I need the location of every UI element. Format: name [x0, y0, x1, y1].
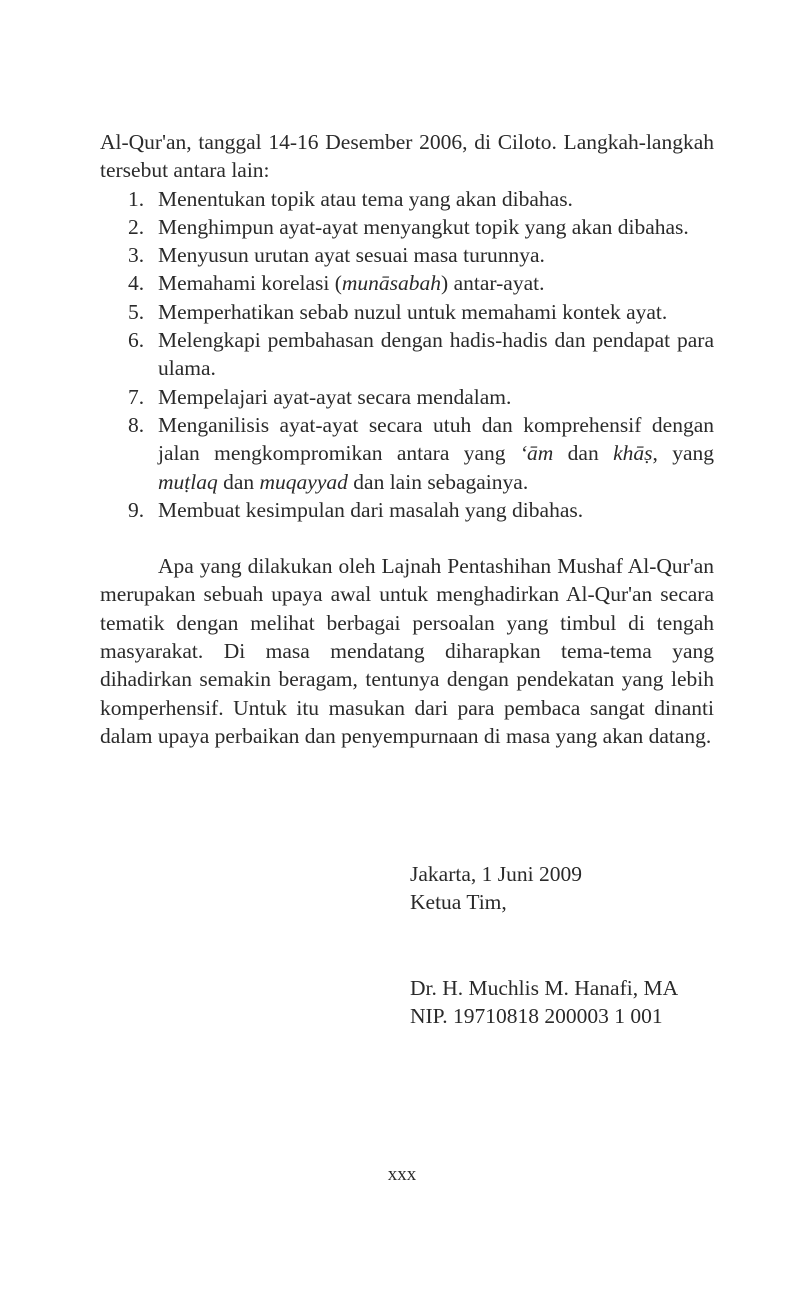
list-item-text — [158, 496, 714, 524]
list-item-text — [158, 185, 714, 213]
signature-role: Ketua Tim, — [410, 890, 507, 915]
text-run: Menentukan topik atau tema yang akan dibahas. — [158, 186, 573, 211]
arabic-term: ‘ām — [519, 441, 554, 466]
text-run: Menghimpun ayat-ayat menyangkut topik yang akan dibahas. — [158, 214, 689, 239]
list-item-text — [158, 411, 714, 496]
list-item — [100, 269, 714, 297]
text-run: dan — [217, 469, 260, 494]
list-item-text — [158, 383, 714, 411]
list-item-text — [158, 298, 714, 326]
text-run: , yang — [652, 441, 715, 466]
arabic-term: muqayyad — [259, 469, 348, 494]
signature-space — [410, 917, 678, 974]
list-item-number: 9. — [128, 497, 145, 522]
list-item-number: 4. — [128, 271, 145, 296]
list-item — [100, 326, 714, 383]
list-item — [100, 383, 714, 411]
arabic-term: muṭlaq — [158, 469, 218, 494]
list-item-number: 6. — [128, 328, 145, 353]
list-item-number: 5. — [128, 299, 145, 324]
list-item-number: 2. — [128, 214, 145, 239]
list-item-text — [158, 269, 714, 297]
arabic-term: munāsabah — [341, 271, 442, 296]
list-item-number: 7. — [128, 384, 145, 409]
signature-place-date: Jakarta, 1 Juni 2009 — [410, 862, 582, 886]
list-item-number: 3. — [128, 243, 145, 268]
text-run: dan lain sebagainya. — [347, 469, 529, 494]
list-item-number: 1. — [128, 186, 145, 211]
page-number: xxx — [387, 1164, 417, 1185]
list-item — [100, 411, 714, 496]
closing-paragraph: Apa yang dilakukan oleh Lajnah Pentashihan Mushaf Al-Qur'an merupakan sebuah upaya awal untuk menghadirkan Al-Qur'an secara tematik dengan melihat berbagai persoalan yang timbul di tengah masyarakat. Di masa mendatang diharapkan tema-tema yang dihadirkan semakin beragam, tentunya dengan pendekatan yang lebih komperhensif. Untuk itu masukan dari para pembaca sangat dinanti dalam upaya perbaikan dan penyempurnaan di masa yang akan datang. — [100, 554, 714, 748]
signature-name: Dr. H. Muchlis M. Hanafi, MA — [410, 975, 679, 1000]
list-item — [100, 213, 714, 241]
text-run: Membuat kesimpulan dari masalah yang dibahas. — [158, 497, 584, 522]
signature-block — [410, 860, 678, 1030]
list-item — [100, 496, 714, 524]
arabic-term: khāṣ — [613, 441, 653, 466]
text-run: Memperhatikan sebab nuzul untuk memahami kontek ayat. — [158, 299, 668, 324]
list-item-text — [158, 326, 714, 383]
list-item — [100, 298, 714, 326]
text-run: Menyusun urutan ayat sesuai masa turunnya. — [158, 243, 545, 268]
list-item-text — [158, 241, 714, 269]
intro-paragraph: Al-Qur'an, tanggal 14-16 Desember 2006, di Ciloto. Langkah-langkah tersebut antara lain: — [100, 130, 714, 183]
steps-list — [100, 185, 714, 525]
signature-nip: NIP. 19710818 200003 1 001 — [410, 1003, 663, 1028]
list-item-number: 8. — [128, 412, 145, 437]
text-run: Menganilisis ayat-ayat secara utuh dan komprehensif dengan jalan mengkompromikan antara yang — [158, 412, 714, 466]
text-run: dan — [553, 441, 614, 466]
list-item — [100, 241, 714, 269]
text-run: Melengkapi pembahasan dengan hadis-hadis dan pendapat para ulama. — [158, 328, 714, 381]
document-body — [100, 128, 714, 750]
text-run: ) antar-ayat. — [441, 271, 545, 296]
list-item-text — [158, 213, 714, 241]
list-item — [100, 185, 714, 213]
text-run: Mempelajari ayat-ayat secara mendalam. — [158, 384, 512, 409]
text-run: Memahami korelasi ( — [158, 271, 342, 296]
